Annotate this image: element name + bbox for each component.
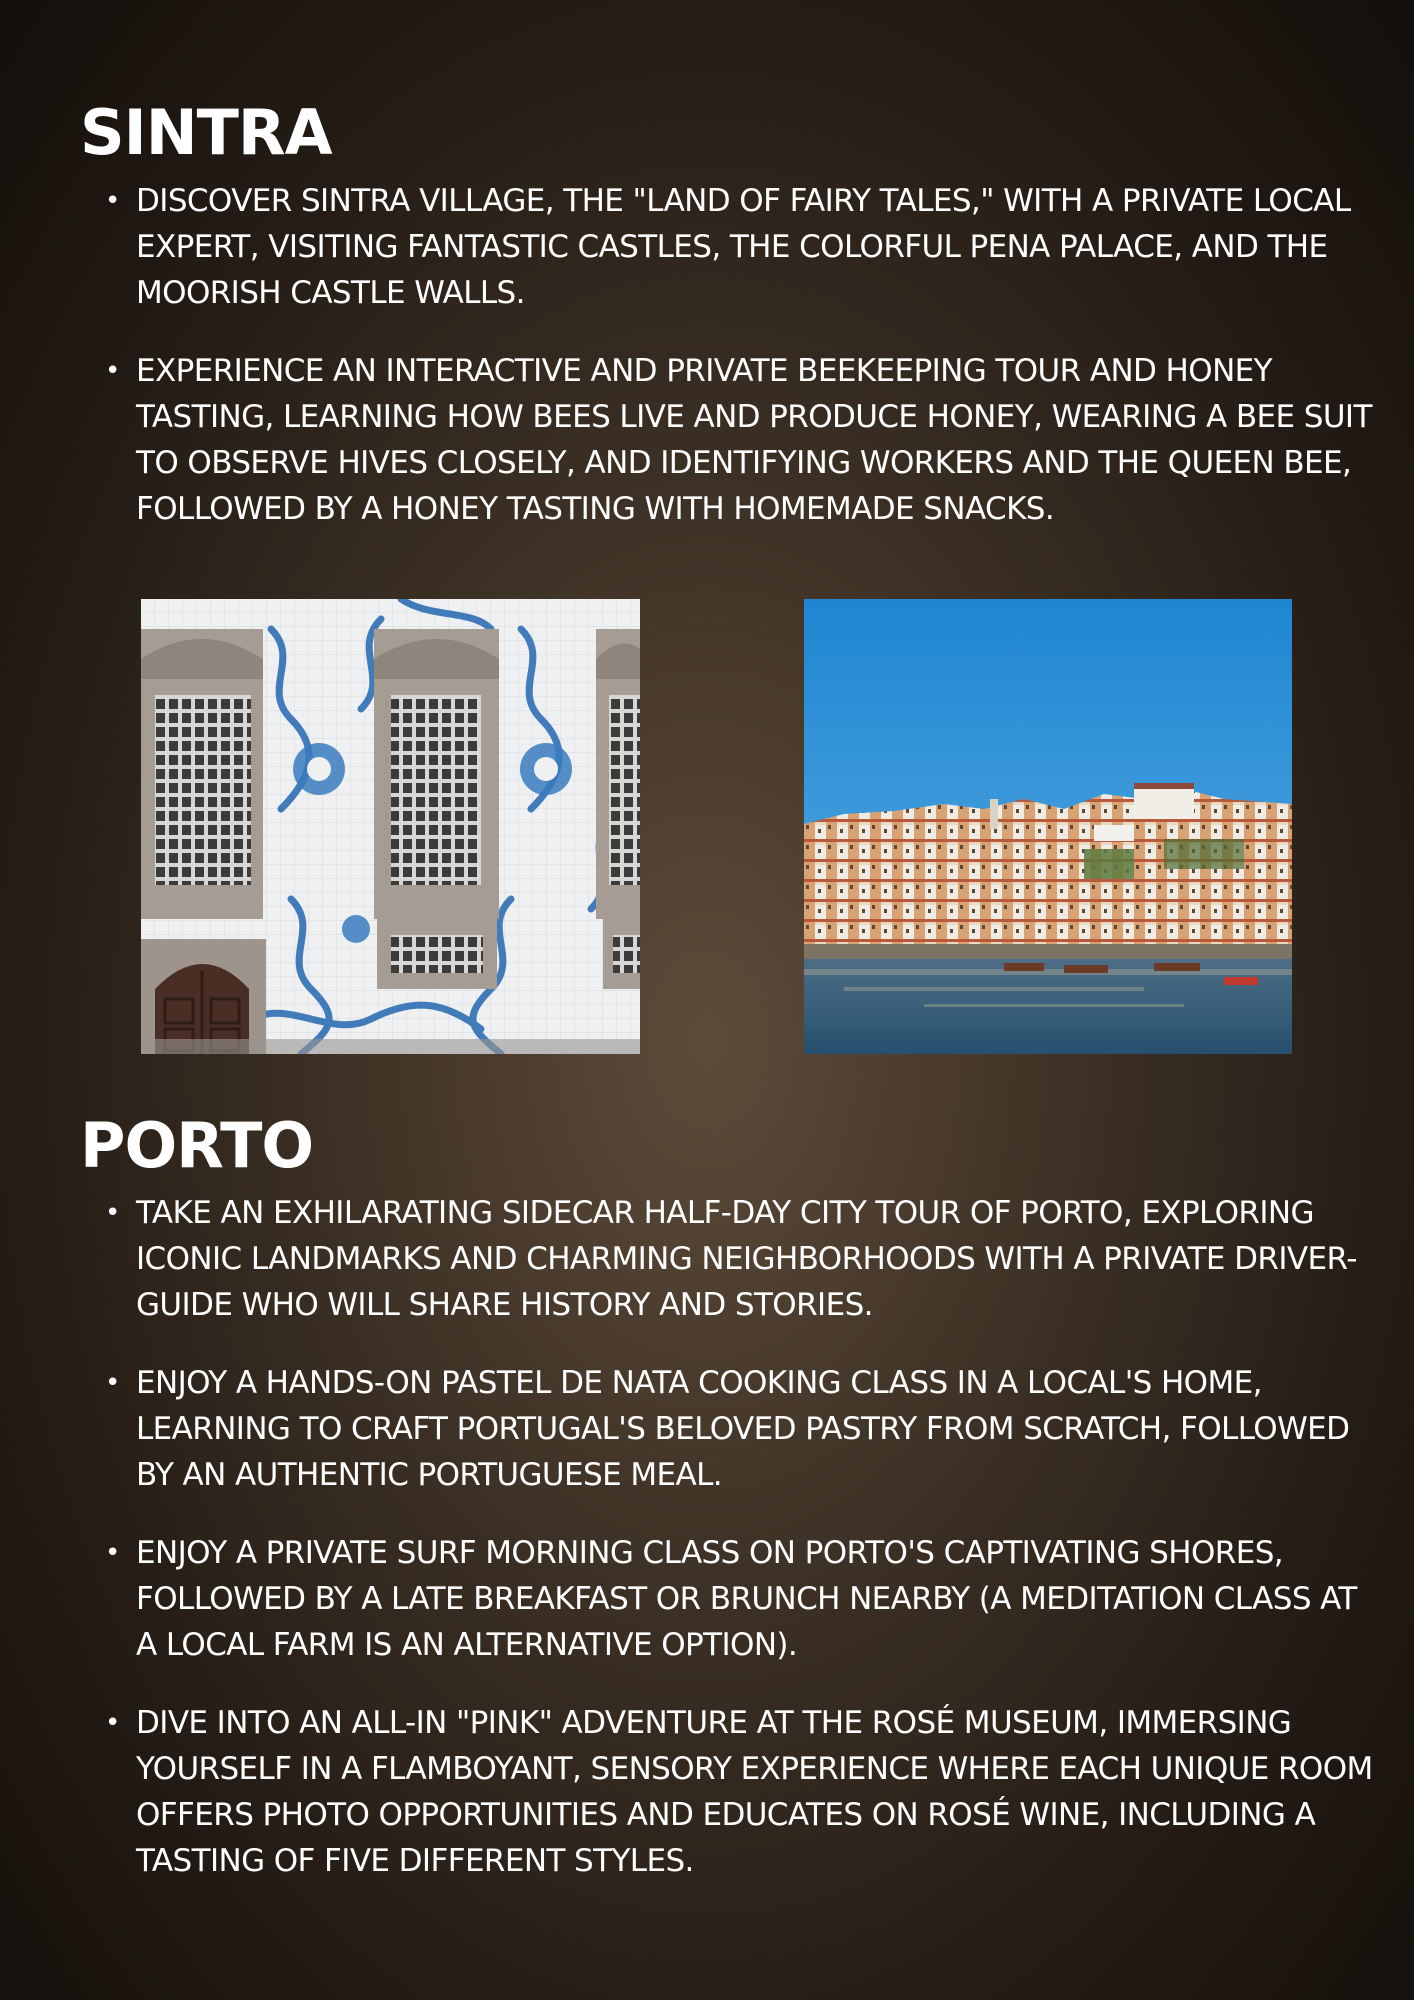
porto-heading: PORTO	[80, 1109, 314, 1182]
list-item: • ENJOY A PRIVATE SURF MORNING CLASS ON PORTO'S CAPTIVATING SHORES, FOLLOWED BY A LATE BREAKFAST OR BRUNCH NEARBY (A MEDITATION CLASS AT A LOCAL FARM IS AN ALTERNATIVE OPTION).	[136, 1530, 1381, 1668]
porto-cityscape-image	[804, 599, 1292, 1054]
azulejo-facade-image	[141, 599, 640, 1054]
list-item: • EXPERIENCE AN INTERACTIVE AND PRIVATE BEEKEEPING TOUR AND HONEY TASTING, LEARNING HOW BEES LIVE AND PRODUCE HONEY, WEARING A BEE SUIT TO OBSERVE HIVES CLOSELY, AND IDENTIFYING WORKERS AND THE QUEEN BEE, FOLLOWED BY A HONEY TASTING WITH HOMEMADE SNACKS.	[136, 348, 1381, 532]
sintra-activity-list	[104, 178, 1381, 564]
sintra-heading: SINTRA	[80, 96, 332, 169]
porto-activity-list	[104, 1190, 1381, 1916]
list-item: • TAKE AN EXHILARATING SIDECAR HALF-DAY CITY TOUR OF PORTO, EXPLORING ICONIC LANDMARKS AND CHARMING NEIGHBORHOODS WITH A PRIVATE DRIVER-GUIDE WHO WILL SHARE HISTORY AND STORIES.	[136, 1190, 1381, 1328]
list-item: • ENJOY A HANDS-ON PASTEL DE NATA COOKING CLASS IN A LOCAL'S HOME, LEARNING TO CRAFT PORTUGAL'S BELOVED PASTRY FROM SCRATCH, FOLLOWED BY AN AUTHENTIC PORTUGUESE MEAL.	[136, 1360, 1381, 1498]
list-item: • DIVE INTO AN ALL-IN "PINK" ADVENTURE AT THE ROSÉ MUSEUM, IMMERSING YOURSELF IN A FLAMBOYANT, SENSORY EXPERIENCE WHERE EACH UNIQUE ROOM OFFERS PHOTO OPPORTUNITIES AND EDUCATES ON ROSÉ WINE, INCLUDING A TASTING OF FIVE DIFFERENT STYLES.	[136, 1700, 1381, 1884]
list-item: • DISCOVER SINTRA VILLAGE, THE "LAND OF FAIRY TALES," WITH A PRIVATE LOCAL EXPERT, VISITING FANTASTIC CASTLES, THE COLORFUL PENA PALACE, AND THE MOORISH CASTLE WALLS.	[136, 178, 1381, 316]
